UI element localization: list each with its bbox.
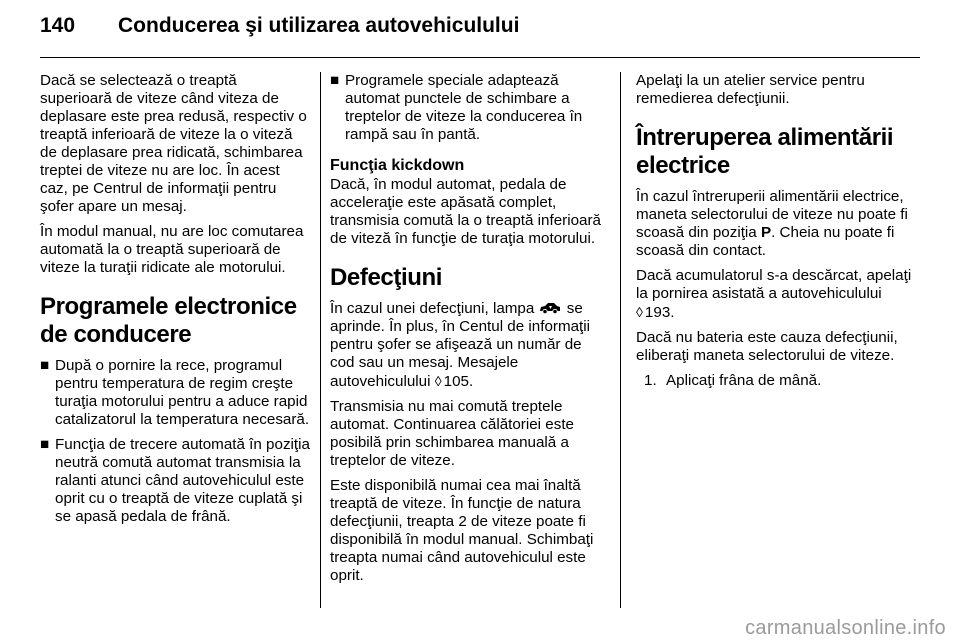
bullet-item — [330, 72, 605, 144]
paragraph-text: se aprinde. În plus, în Centul de informaţii pentru şofer se afişează un număr de cod sau un mesaj. Mesajele autovehiculului — [330, 300, 591, 390]
bullet-marker: ■ — [40, 436, 50, 453]
bullet-marker: ■ — [40, 357, 50, 374]
paragraph — [636, 188, 920, 260]
column-2 — [330, 72, 605, 592]
page-reference[interactable]: 105. — [443, 373, 474, 390]
gear-position-p: P — [760, 224, 772, 241]
paragraph: Transmisia nu mai comută treptele automat. Continuarea călătoriei este posibilă prin schimbarea manuală a treptelor de viteze. — [330, 398, 574, 469]
bullet-text: După o pornire la rece, programul pentru temperatura de regim creşte turaţia motorului pentru a aduce rapid catalizatorul la temperatura necesară. — [55, 357, 310, 428]
paragraph-text: În cazul unei defecţiuni, lampa — [330, 300, 535, 317]
paragraph: Dacă, în modul automat, pedala de acceleraţie este apăsată complet, transmisia comută la o treaptă inferioară de viteză în funcţie de turaţia motorului. — [330, 176, 601, 247]
paragraph-text: În cazul întreruperii alimentării electrice, maneta selectorului de viteze nu poate fi scoasă din poziţia — [636, 188, 908, 241]
page-reference[interactable]: 193. — [644, 304, 675, 321]
section-heading: Întreruperea alimentării electrice — [636, 124, 894, 179]
column-3 — [636, 72, 920, 397]
section-heading: Programele electronice de conducere — [40, 293, 297, 348]
page-reference-arrow: ◊ — [434, 373, 442, 389]
paragraph-text: . Cheia nu poate fi scoasă din contact. — [636, 224, 895, 259]
page-header — [40, 14, 920, 54]
watermark: carmanualsonline.info — [745, 617, 946, 639]
page-number: 140 — [40, 14, 76, 37]
bullet-marker: ■ — [330, 72, 340, 89]
column-divider-2 — [620, 72, 621, 608]
paragraph: Este disponibilă numai cea mai înaltă treaptă de viteze. În funcţie de natura defecţiunii, treapta 2 de viteze poate fi disponibilă în modul manual. Schimbaţi treapta numai când autovehiculul este oprit. — [330, 477, 594, 584]
section-heading: Defecţiuni — [330, 264, 443, 291]
column-divider-1 — [320, 72, 321, 608]
column-1 — [40, 72, 310, 533]
bullet-item — [40, 436, 310, 526]
bullet-item — [40, 357, 310, 429]
paragraph: Apelaţi la un atelier service pentru remedierea defecţiunii. — [636, 72, 865, 107]
paragraph-text: Dacă acumulatorul s-a descărcat, apelaţi la pornirea asistată a autovehiculului — [636, 267, 912, 302]
paragraph — [636, 267, 920, 322]
bullet-text: Funcţia de trecere automată în poziţia neutră comută automat transmisia la ralanti atunci când autovehiculul este oprit cu o treaptă de viteze cuplată şi se apasă pedala de frână. — [55, 436, 310, 525]
subsection-heading: Funcţia kickdown — [330, 157, 465, 174]
bullet-text: Programele speciale adaptează automat punctele de schimbare a treptelor de viteze la conducerea în rampă sau în pantă. — [345, 72, 583, 143]
step-text: Aplicaţi frâna de mână. — [666, 372, 822, 389]
numbered-step — [644, 372, 920, 390]
step-number: 1. — [644, 372, 657, 389]
paragraph: Dacă nu bateria este cauza defecţiunii, eliberaţi maneta selectorului de viteze. — [636, 329, 898, 364]
page-reference-arrow: ◊ — [636, 304, 643, 320]
chapter-title: Conducerea şi utilizarea autovehiculului — [118, 14, 520, 37]
paragraph: Dacă se selectează o treaptă superioară de viteze când viteza de deplasare este prea redusă, respectiv o treaptă inferioară de viteze la o viteză de deplasare prea ridicată, schimbarea treptei de viteze nu are loc. În acest caz, pe Centrul de informaţii pentru şofer apare un mesaj. — [40, 72, 307, 215]
paragraph — [330, 300, 605, 391]
header-rule — [40, 57, 920, 58]
car-transmission-warning-icon — [539, 302, 561, 314]
paragraph: În modul manual, nu are loc comutarea automată la o treaptă superioară de viteze la turaţii ridicate ale motorului. — [40, 223, 304, 276]
